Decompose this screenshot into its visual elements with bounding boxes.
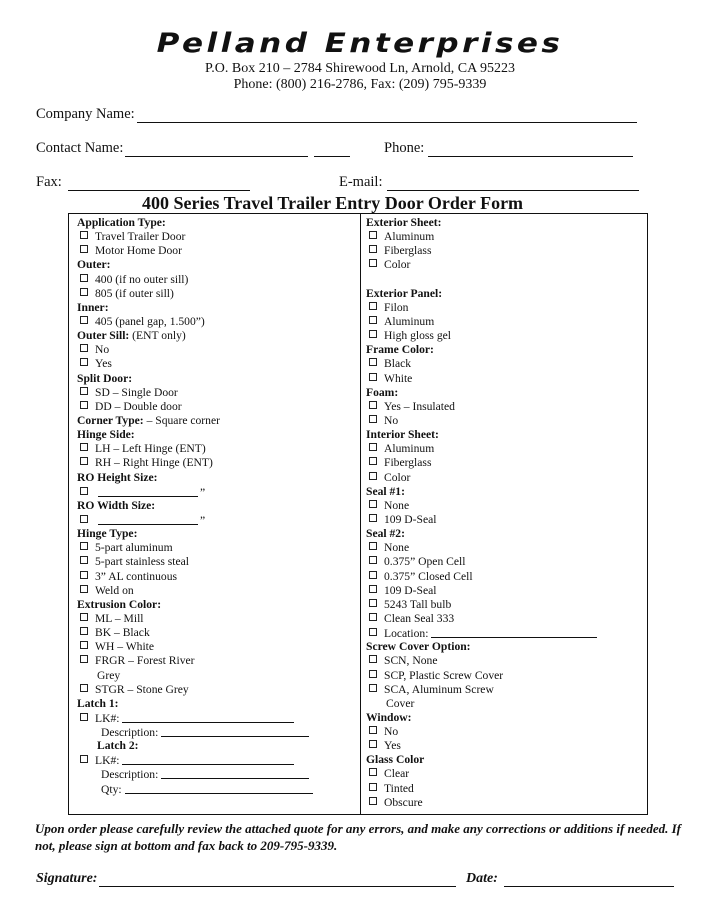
option-label-continued: Grey bbox=[97, 668, 121, 682]
section-header bbox=[366, 527, 646, 541]
spacer bbox=[366, 273, 646, 287]
section-header-label: Exterior Panel: bbox=[366, 286, 443, 300]
size-input-line[interactable] bbox=[98, 513, 198, 525]
checkbox[interactable] bbox=[369, 443, 377, 451]
section-header-label: Application Type: bbox=[77, 216, 166, 229]
option-label: White bbox=[384, 371, 413, 385]
section-header-label: RO Height Size: bbox=[77, 470, 158, 484]
option-label: Black bbox=[384, 357, 412, 371]
option-label: SCN, None bbox=[384, 654, 438, 668]
signature-row bbox=[36, 871, 456, 887]
checkbox-option bbox=[77, 626, 357, 640]
entry-input-line[interactable] bbox=[122, 753, 294, 765]
section-subheader bbox=[77, 739, 357, 753]
section-header-label: Seal #2: bbox=[366, 527, 405, 541]
checkbox-option bbox=[77, 541, 357, 555]
checkbox-line-entry bbox=[77, 753, 357, 767]
checkbox[interactable] bbox=[369, 245, 377, 253]
checkbox-option bbox=[77, 654, 357, 668]
checkbox[interactable] bbox=[369, 500, 377, 508]
option-label: WH – White bbox=[95, 640, 155, 654]
checkbox[interactable] bbox=[369, 585, 377, 593]
option-label: Tinted bbox=[384, 781, 414, 795]
section-header-label: Window: bbox=[366, 710, 412, 724]
section-header bbox=[366, 753, 646, 767]
section-header-label: Inner: bbox=[77, 300, 109, 314]
option-label: SD – Single Door bbox=[95, 385, 178, 399]
option-label: No bbox=[95, 343, 110, 357]
option-label: Aluminum bbox=[384, 230, 435, 244]
option-label: STGR – Stone Grey bbox=[95, 682, 189, 696]
checkbox-option bbox=[77, 442, 357, 456]
checkbox-option bbox=[366, 598, 646, 612]
checkbox[interactable] bbox=[80, 627, 88, 635]
checkbox-option bbox=[77, 273, 357, 287]
date-row bbox=[466, 871, 674, 887]
checkbox[interactable] bbox=[369, 259, 377, 267]
size-entry bbox=[77, 513, 357, 527]
option-label: SCP, Plastic Screw Cover bbox=[384, 668, 504, 682]
section-header bbox=[366, 287, 646, 301]
email-label: E-mail: bbox=[339, 174, 383, 190]
date-field[interactable] bbox=[504, 871, 674, 887]
option-label: 0.375” Open Cell bbox=[384, 555, 466, 569]
checkbox[interactable] bbox=[80, 457, 88, 465]
checkbox-option bbox=[366, 767, 646, 781]
option-label: No bbox=[384, 413, 399, 427]
entry-input-line[interactable] bbox=[125, 782, 313, 794]
checkbox[interactable] bbox=[369, 358, 377, 366]
company-phone-fax: Phone: (800) 216-2786, Fax: (209) 795-9339 bbox=[233, 77, 487, 92]
option-label: ML – Mill bbox=[95, 611, 144, 625]
indented-line-entry bbox=[77, 782, 357, 796]
checkbox[interactable] bbox=[80, 585, 88, 593]
checkbox-option bbox=[366, 230, 646, 244]
checkbox[interactable] bbox=[80, 288, 88, 296]
right-options-column bbox=[366, 216, 646, 810]
checkbox[interactable] bbox=[369, 514, 377, 522]
checkbox-option bbox=[366, 683, 646, 697]
signature-field[interactable] bbox=[99, 871, 456, 887]
checkbox[interactable] bbox=[80, 641, 88, 649]
option-label: 5-part aluminum bbox=[95, 541, 173, 555]
checkbox-option bbox=[366, 258, 646, 272]
phone-row bbox=[384, 140, 633, 157]
option-label-continued: Cover bbox=[386, 696, 415, 710]
fax-row bbox=[36, 174, 250, 191]
checkbox[interactable] bbox=[80, 316, 88, 324]
checkbox[interactable] bbox=[369, 783, 377, 791]
section-header-label: Foam: bbox=[366, 385, 399, 399]
company-name-field[interactable] bbox=[137, 107, 637, 123]
section-header bbox=[366, 216, 646, 230]
form-title: 400 Series Travel Trailer Entry Door Order Form bbox=[141, 193, 524, 213]
option-label: Yes – Insulated bbox=[384, 399, 455, 413]
checkbox[interactable] bbox=[369, 768, 377, 776]
section-header bbox=[77, 414, 357, 428]
column-divider bbox=[360, 214, 361, 814]
checkbox-option bbox=[366, 584, 646, 598]
checkbox[interactable] bbox=[80, 487, 88, 495]
section-header bbox=[77, 301, 357, 315]
section-header bbox=[77, 216, 357, 230]
checkbox-option bbox=[77, 315, 357, 329]
company-name-row bbox=[36, 106, 637, 123]
checkbox[interactable] bbox=[369, 684, 377, 692]
contact-name-field-extra[interactable] bbox=[314, 141, 350, 157]
checkbox[interactable] bbox=[369, 472, 377, 480]
checkbox-option bbox=[77, 584, 357, 598]
option-label: Weld on bbox=[95, 583, 134, 597]
option-label: Obscure bbox=[384, 795, 423, 809]
option-label: 5-part stainless steal bbox=[95, 555, 190, 569]
section-header bbox=[77, 372, 357, 386]
section-header-label: Extrusion Color: bbox=[77, 597, 162, 611]
checkbox[interactable] bbox=[80, 684, 88, 692]
checkbox[interactable] bbox=[369, 655, 377, 663]
indented-line-entry bbox=[77, 767, 357, 781]
checkbox[interactable] bbox=[80, 245, 88, 253]
option-label: No bbox=[384, 725, 399, 739]
checkbox[interactable] bbox=[80, 344, 88, 352]
checkbox-option bbox=[77, 357, 357, 371]
checkbox[interactable] bbox=[80, 443, 88, 451]
checkbox[interactable] bbox=[369, 797, 377, 805]
section-header-label: Outer: bbox=[77, 258, 111, 272]
option-continuation bbox=[366, 697, 646, 711]
checkbox-option bbox=[366, 329, 646, 343]
checkbox[interactable] bbox=[80, 713, 88, 721]
fax-field[interactable] bbox=[68, 175, 250, 191]
option-label: BK – Black bbox=[95, 626, 150, 640]
checkbox-option bbox=[366, 541, 646, 555]
option-label: Motor Home Door bbox=[95, 244, 182, 258]
section-header-label: RO Width Size: bbox=[77, 498, 156, 512]
option-label: 109 D-Seal bbox=[384, 583, 437, 597]
checkbox[interactable] bbox=[80, 542, 88, 550]
checkbox[interactable] bbox=[80, 613, 88, 621]
option-label: Filon bbox=[384, 300, 409, 314]
section-header-label: Seal #1: bbox=[366, 484, 405, 498]
option-label: RH – Right Hinge (ENT) bbox=[95, 456, 213, 470]
checkbox-option bbox=[77, 244, 357, 258]
checkbox-option bbox=[77, 400, 357, 414]
option-label: 405 (panel gap, 1.500”) bbox=[95, 314, 205, 328]
option-label: Travel Trailer Door bbox=[95, 230, 186, 244]
company-name-label: Company Name: bbox=[36, 106, 135, 122]
option-label: Fiberglass bbox=[384, 456, 432, 470]
checkbox-option bbox=[366, 513, 646, 527]
indented-line-entry bbox=[77, 725, 357, 739]
company-logo: Pelland Enterprises bbox=[156, 28, 564, 59]
section-header bbox=[366, 343, 646, 357]
option-label: SCA, Aluminum Screw bbox=[384, 682, 494, 696]
option-continuation bbox=[77, 669, 357, 683]
checkbox-option bbox=[77, 612, 357, 626]
checkbox-option bbox=[366, 301, 646, 315]
option-label: Aluminum bbox=[384, 314, 435, 328]
checkbox-option bbox=[366, 357, 646, 371]
checkbox-option bbox=[366, 414, 646, 428]
checkbox-option bbox=[366, 669, 646, 683]
section-header-label: Split Door: bbox=[77, 371, 133, 385]
checkbox[interactable] bbox=[369, 571, 377, 579]
section-header bbox=[366, 640, 646, 654]
option-label: 3” AL continuous bbox=[95, 569, 178, 583]
section-header-label: Outer Sill: bbox=[77, 329, 130, 343]
section-header bbox=[366, 386, 646, 400]
checkbox-option bbox=[77, 230, 357, 244]
checkbox[interactable] bbox=[80, 515, 88, 523]
option-label: Color bbox=[384, 258, 411, 272]
inch-mark: ” bbox=[200, 485, 206, 499]
entry-label: Qty: bbox=[101, 782, 122, 796]
checkbox-option bbox=[366, 739, 646, 753]
option-label: FRGR – Forest River bbox=[95, 654, 195, 668]
section-header bbox=[77, 527, 357, 541]
option-label: None bbox=[384, 541, 410, 555]
checkbox[interactable] bbox=[80, 387, 88, 395]
checkbox-option bbox=[366, 400, 646, 414]
signature-label: Signature: bbox=[36, 871, 98, 886]
checkbox-option bbox=[77, 343, 357, 357]
phone-label: Phone: bbox=[384, 140, 425, 156]
checkbox[interactable] bbox=[80, 231, 88, 239]
option-label: 109 D-Seal bbox=[384, 512, 437, 526]
entry-label: LK#: bbox=[95, 754, 120, 768]
option-label: Clear bbox=[384, 767, 410, 781]
checkbox-option bbox=[77, 456, 357, 470]
option-label: Color bbox=[384, 470, 411, 484]
entry-input-line[interactable] bbox=[161, 767, 309, 779]
checkbox[interactable] bbox=[369, 373, 377, 381]
checkbox[interactable] bbox=[80, 556, 88, 564]
option-label: 805 (if outer sill) bbox=[95, 286, 174, 300]
left-options-column bbox=[77, 216, 357, 796]
checkbox[interactable] bbox=[369, 556, 377, 564]
checkbox-option bbox=[366, 612, 646, 626]
checkbox[interactable] bbox=[369, 330, 377, 338]
section-header-label: Glass Color bbox=[366, 753, 425, 767]
option-label: 5243 Tall bulb bbox=[384, 597, 452, 611]
entry-input-line[interactable] bbox=[431, 626, 597, 638]
checkbox-option bbox=[366, 725, 646, 739]
order-instructions: Upon order please carefully review the attached quote for any errors, and make any corrections or additions if needed. If not, please sign at bottom and fax back to 209-795-9339. bbox=[35, 821, 681, 853]
option-label: Clean Seal 333 bbox=[384, 611, 455, 625]
email-field[interactable] bbox=[387, 175, 639, 191]
option-label: LH – Left Hinge (ENT) bbox=[95, 442, 206, 456]
checkbox-option bbox=[77, 640, 357, 654]
section-subheader-label: Latch 2: bbox=[97, 739, 139, 753]
section-header bbox=[366, 428, 646, 442]
entry-label: Description: bbox=[101, 768, 159, 782]
option-label: DD – Double door bbox=[95, 399, 182, 413]
entry-label: Location: bbox=[384, 627, 429, 641]
checkbox-option bbox=[366, 570, 646, 584]
checkbox[interactable] bbox=[369, 401, 377, 409]
checkbox-option bbox=[77, 683, 357, 697]
checkbox[interactable] bbox=[369, 613, 377, 621]
contact-name-field[interactable] bbox=[125, 141, 308, 157]
section-header-label: Corner Type: bbox=[77, 413, 144, 427]
checkbox[interactable] bbox=[80, 401, 88, 409]
option-label: 0.375” Closed Cell bbox=[384, 569, 473, 583]
checkbox-option bbox=[366, 372, 646, 386]
entry-label: LK#: bbox=[95, 711, 120, 725]
checkbox[interactable] bbox=[369, 628, 377, 636]
section-header-label: Exterior Sheet: bbox=[366, 216, 442, 229]
fax-label: Fax: bbox=[36, 174, 62, 190]
contact-name-row bbox=[36, 140, 350, 157]
option-label: 400 (if no outer sill) bbox=[95, 272, 189, 286]
entry-input-line[interactable] bbox=[122, 711, 294, 723]
checkbox[interactable] bbox=[369, 740, 377, 748]
option-label: Yes bbox=[384, 739, 401, 753]
checkbox[interactable] bbox=[80, 655, 88, 663]
contact-name-label: Contact Name: bbox=[36, 140, 124, 156]
option-label: Fiberglass bbox=[384, 244, 432, 258]
section-header bbox=[77, 471, 357, 485]
section-header bbox=[77, 329, 357, 343]
email-row bbox=[339, 174, 639, 191]
section-header-label: Interior Sheet: bbox=[366, 428, 439, 442]
checkbox[interactable] bbox=[369, 542, 377, 550]
section-header bbox=[366, 485, 646, 499]
order-options-box bbox=[68, 213, 648, 815]
section-header-label: Hinge Type: bbox=[77, 527, 138, 541]
checkbox-option bbox=[366, 315, 646, 329]
checkbox[interactable] bbox=[369, 457, 377, 465]
section-header bbox=[366, 711, 646, 725]
date-label: Date: bbox=[466, 871, 498, 886]
section-header bbox=[77, 499, 357, 513]
option-label: High gloss gel bbox=[384, 329, 451, 343]
section-header bbox=[77, 598, 357, 612]
section-header-note: – Square corner bbox=[143, 413, 220, 427]
entry-label: Description: bbox=[101, 726, 159, 740]
option-label: None bbox=[384, 498, 410, 512]
checkbox[interactable] bbox=[369, 231, 377, 239]
section-header bbox=[77, 697, 357, 711]
checkbox[interactable] bbox=[369, 726, 377, 734]
inch-mark: ” bbox=[200, 513, 206, 527]
section-header bbox=[77, 428, 357, 442]
checkbox-option bbox=[366, 244, 646, 258]
size-input-line[interactable] bbox=[98, 485, 198, 497]
checkbox[interactable] bbox=[80, 571, 88, 579]
checkbox-option bbox=[77, 386, 357, 400]
checkbox-option bbox=[366, 471, 646, 485]
section-header-label: Hinge Side: bbox=[77, 428, 135, 442]
checkbox[interactable] bbox=[369, 599, 377, 607]
checkbox-line-entry bbox=[77, 711, 357, 725]
phone-field[interactable] bbox=[428, 141, 633, 157]
company-address: P.O. Box 210 – 2784 Shirewood Ln, Arnold, CA 95223 bbox=[205, 61, 515, 76]
size-entry bbox=[77, 485, 357, 499]
checkbox-option bbox=[366, 442, 646, 456]
checkbox[interactable] bbox=[369, 415, 377, 423]
checkbox-option bbox=[366, 782, 646, 796]
checkbox-option bbox=[77, 287, 357, 301]
checkbox[interactable] bbox=[80, 358, 88, 366]
checkbox-line-entry bbox=[366, 626, 646, 640]
checkbox[interactable] bbox=[369, 302, 377, 310]
checkbox-option bbox=[366, 654, 646, 668]
entry-input-line[interactable] bbox=[161, 725, 309, 737]
section-header-label: Frame Color: bbox=[366, 343, 434, 357]
checkbox-option bbox=[366, 796, 646, 810]
checkbox-option bbox=[77, 570, 357, 584]
checkbox-option bbox=[366, 456, 646, 470]
checkbox-option bbox=[366, 499, 646, 513]
checkbox[interactable] bbox=[80, 755, 88, 763]
option-label: Yes bbox=[95, 357, 112, 371]
checkbox-option bbox=[77, 555, 357, 569]
section-header bbox=[77, 258, 357, 272]
section-header-note: (ENT only) bbox=[129, 329, 186, 343]
checkbox-option bbox=[366, 555, 646, 569]
section-header-label: Screw Cover Option: bbox=[366, 640, 471, 654]
section-header-label: Latch 1: bbox=[77, 696, 119, 710]
checkbox[interactable] bbox=[369, 316, 377, 324]
checkbox[interactable] bbox=[369, 670, 377, 678]
option-label: Aluminum bbox=[384, 442, 435, 456]
checkbox[interactable] bbox=[80, 274, 88, 282]
